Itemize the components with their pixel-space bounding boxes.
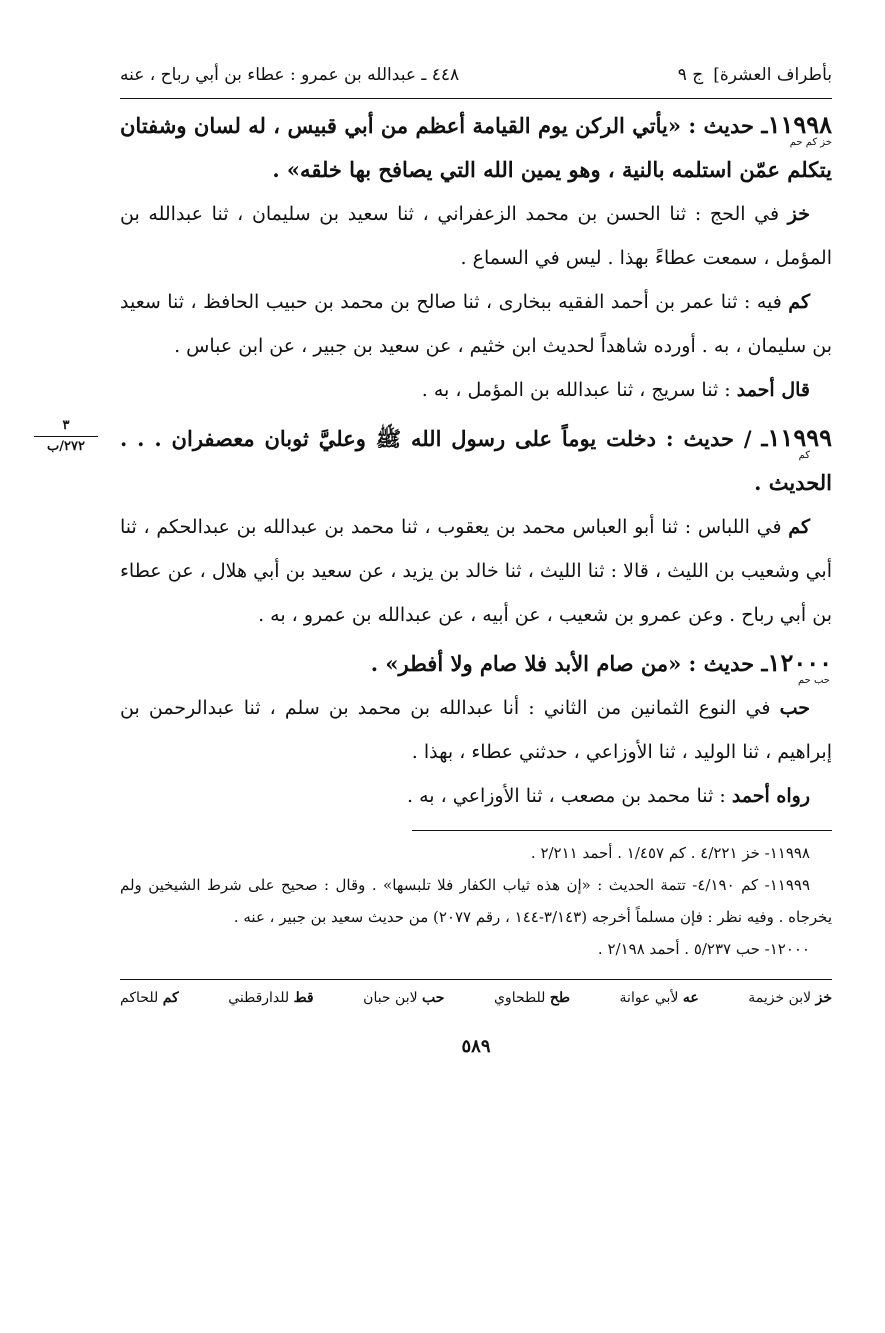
chain-text: في النوع الثمانين من الثاني : أنا عبدالله بن محمد بن سلم ، ثنا عبدالرحمن بن إبراهيم ، ثنا الوليد ، ثنا الأوزاعي ، حدثني عطاء ، بهذا . bbox=[120, 697, 832, 763]
footnote: ١٢٠٠٠- حب ٥/٢٣٧ . أحمد ٢/١٩٨ . bbox=[597, 940, 810, 958]
chain-text: في اللباس : ثنا أبو العباس محمد بن يعقوب ، ثنا محمد بن عبدالله بن عبدالحكم ، ثنا أبي وشعيب بن الليث ، قالا : ثنا الليث ، ثنا خالد بن يزيد ، عن سعيد بن أبي هلال ، عن عطاء بن أبي رباح . وعن عمرو بن شعيب ، عن أبيه ، عن عبدالله بن عمرو ، به . bbox=[120, 516, 832, 626]
folio-bottom: ٢٧٢/ب bbox=[47, 439, 85, 454]
footnote: ١١٩٩٨- خز ٤/٢٢١ . كم ١/٤٥٧ . أحمد ٢/٢١١ . bbox=[530, 844, 810, 862]
chain-paragraph bbox=[120, 368, 832, 412]
hadith-entry-11999 bbox=[47, 416, 832, 505]
source-code: كم bbox=[788, 291, 810, 313]
source-code: خز bbox=[787, 203, 810, 225]
book-title: بأطراف العشرة] bbox=[713, 65, 832, 85]
source-sigla: حب حم bbox=[797, 675, 830, 686]
abbreviations-key bbox=[120, 980, 832, 1016]
source-code: كم bbox=[788, 516, 810, 538]
chain-text: في الحج : ثنا الحسن بن محمد الزعفراني ، ثنا سعيد بن سليمان ، ثنا عبدالله بن المؤمل ، سمعت عطاءً بهذا . ليس في السماع . bbox=[120, 203, 832, 269]
footnote-separator bbox=[412, 830, 832, 831]
hadith-label: ـ / حديث : bbox=[665, 426, 768, 451]
source-code: حب bbox=[779, 697, 810, 719]
hadith-entry-11998 bbox=[120, 103, 832, 192]
page bbox=[47, 60, 833, 1057]
volume-number: ج ٩ bbox=[677, 65, 704, 85]
manuscript-folio-marker bbox=[34, 418, 98, 455]
abbreviation-item: كم للحاكم bbox=[120, 990, 179, 1006]
chain-text: فيه : ثنا عمر بن أحمد الفقيه ببخارى ، ثنا صالح بن محمد بن حبيب الحافظ ، ثنا سعيد بن سليمان ، به . أورده شاهداً لحديث ابن خثيم ، عن سعيد بن جبير ، عن ابن عباس . bbox=[120, 291, 832, 357]
chain-text: : ثنا سريج ، ثنا عبدالله بن المؤمل ، به . bbox=[421, 379, 737, 401]
chain-text: : ثنا محمد بن مصعب ، ثنا الأوزاعي ، به . bbox=[407, 785, 732, 807]
hadith-text: «يأتي الركن يوم القيامة أعظم من أبي قبيس ، له لسان وشفتان يتكلم عمّن استلمه بالنية ، وهو يمين الله التي يصافح بها خلقه» . bbox=[120, 113, 832, 182]
source-code: قال أحمد bbox=[736, 379, 810, 401]
hadith-label: ـ حديث : bbox=[688, 651, 768, 676]
hadith-entry-12000 bbox=[120, 641, 832, 686]
chain-paragraph bbox=[120, 192, 832, 280]
hadith-text: دخلت يوماً على رسول الله ﷺ وعليَّ ثوبان معصفران . . . الحديث . bbox=[120, 426, 832, 495]
source-sigla: كم bbox=[798, 450, 810, 461]
hadith-number: ١١٩٩٩ bbox=[767, 423, 832, 452]
footnotes bbox=[120, 837, 832, 965]
hadith-number: ١١٩٩٨ bbox=[767, 110, 833, 139]
hadith-text: «من صام الأبد فلا صام ولا أفطر» . bbox=[370, 651, 682, 676]
source-code: رواه أحمد bbox=[731, 785, 810, 807]
abbreviation-item: عه لأبي عوانة bbox=[619, 990, 699, 1006]
footnote: ١١٩٩٩- كم ٤/١٩٠- تتمة الحديث : «إن هذه ثياب الكفار فلا تلبسها» . وقال : صحيح على شرط الشيخين ولم يخرجاه . وفيه نظر : فإن مسلماً أخرجه (٣/١٤٣-١٤٤ ، رقم ٢٠٧٧) من حديث سعيد بن جبير ، عنه . bbox=[120, 876, 832, 926]
chain-paragraph bbox=[120, 505, 832, 637]
source-sigla: خز كم حم bbox=[789, 137, 832, 148]
running-head-book bbox=[678, 60, 832, 90]
abbreviation-item: طح للطحاوي bbox=[493, 990, 571, 1006]
abbreviation-item: خز لابن خزيمة bbox=[748, 990, 832, 1006]
abbreviation-item: قط للدارقطني bbox=[228, 990, 314, 1006]
chain-paragraph bbox=[120, 774, 832, 818]
chain-paragraph bbox=[120, 686, 832, 774]
running-head bbox=[120, 60, 832, 99]
hadith-label: ـ حديث : bbox=[688, 113, 768, 138]
chain-paragraph bbox=[120, 280, 832, 368]
hadith-number: ١٢٠٠٠ bbox=[767, 648, 832, 677]
page-number: ٥٨٩ bbox=[461, 1036, 491, 1057]
chapter-title: ٤٤٨ ـ عبدالله بن عمرو : عطاء بن أبي رباح ، عنه bbox=[120, 65, 460, 85]
abbreviation-item: حب لابن حبان bbox=[363, 990, 445, 1006]
folio-top: ٣ bbox=[34, 418, 98, 437]
